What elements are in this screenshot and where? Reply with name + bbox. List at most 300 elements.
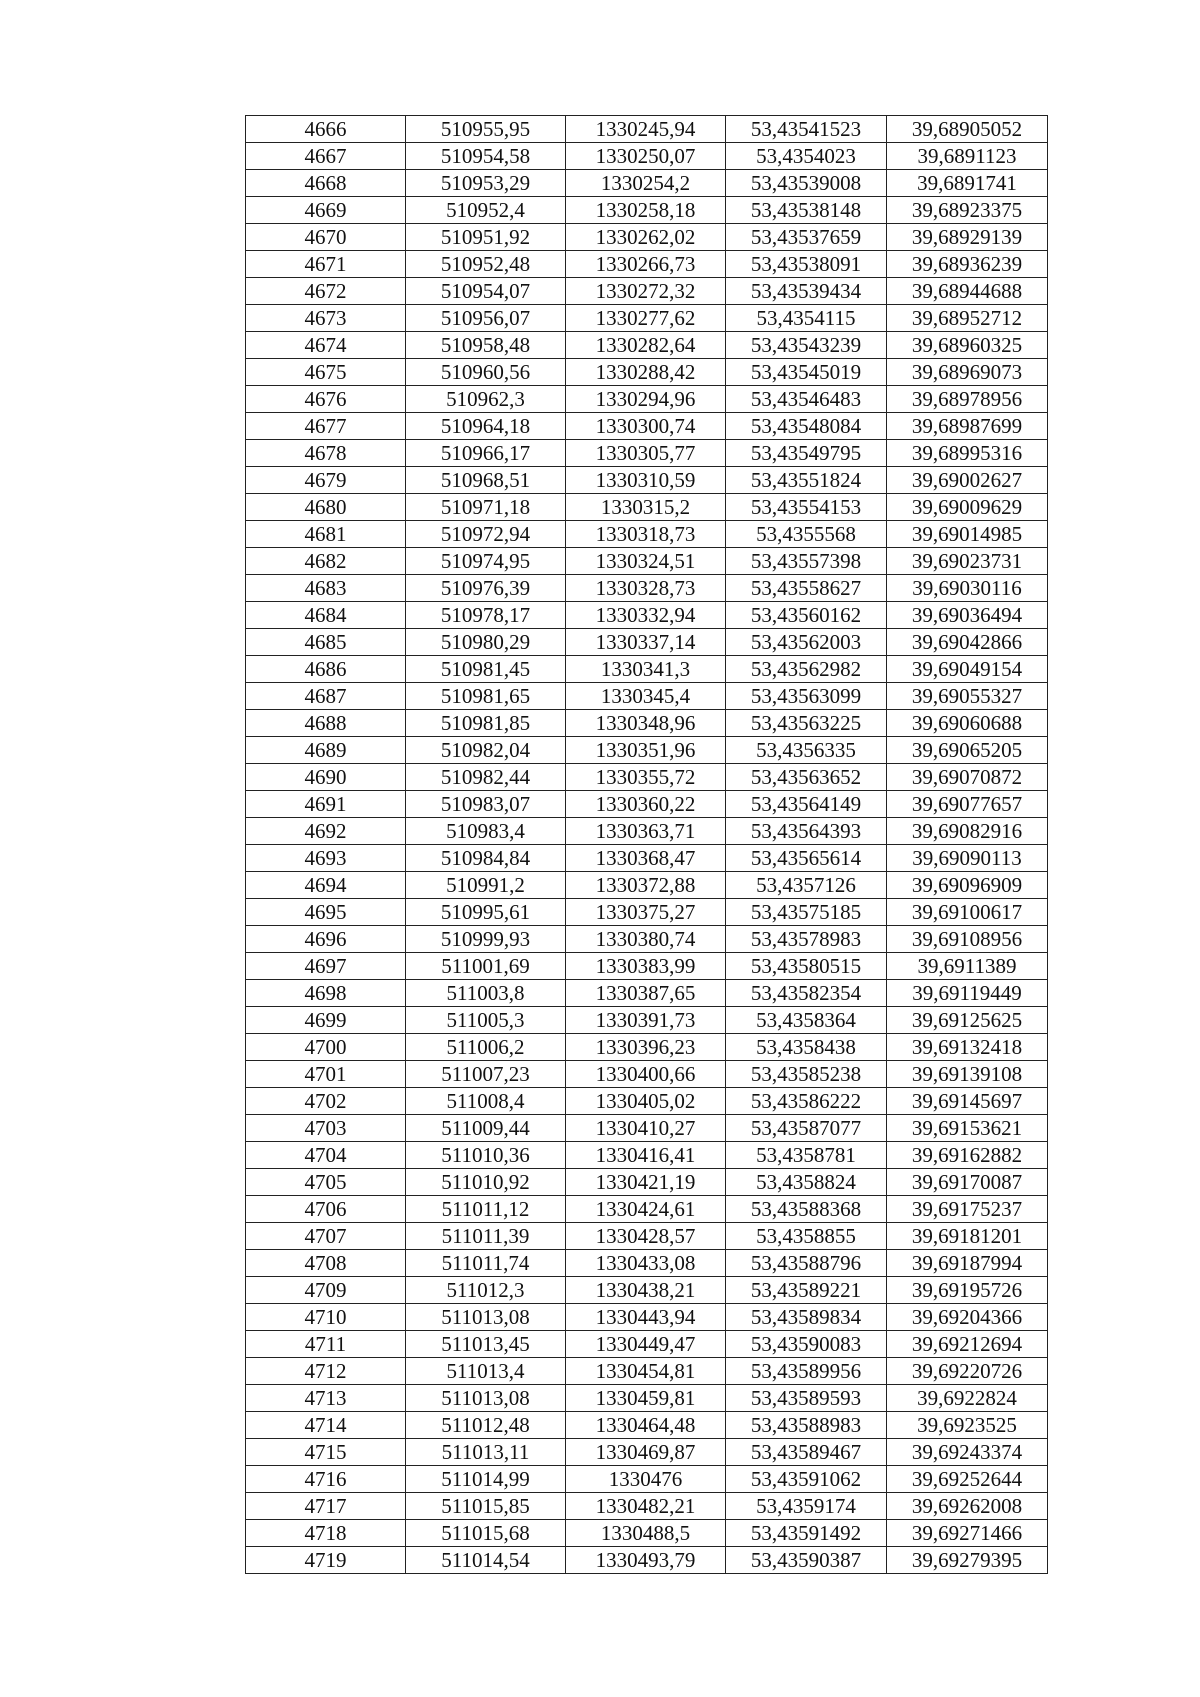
latitude-cell: 53,43591492 [726,1520,887,1547]
point-number-cell: 4695 [246,899,406,926]
longitude-cell: 39,69262008 [887,1493,1048,1520]
table-row [246,1061,1048,1088]
x-coordinate-cell: 510952,4 [406,197,566,224]
point-number-cell: 4672 [246,278,406,305]
latitude-cell: 53,43562982 [726,656,887,683]
latitude-cell: 53,43585238 [726,1061,887,1088]
point-number-cell: 4700 [246,1034,406,1061]
x-coordinate-cell: 510995,61 [406,899,566,926]
y-coordinate-cell: 1330332,94 [566,602,726,629]
table-row [246,1088,1048,1115]
table-row [246,899,1048,926]
point-number-cell: 4682 [246,548,406,575]
latitude-cell: 53,43565614 [726,845,887,872]
longitude-cell: 39,68944688 [887,278,1048,305]
longitude-cell: 39,69009629 [887,494,1048,521]
point-number-cell: 4668 [246,170,406,197]
table-row [246,413,1048,440]
y-coordinate-cell: 1330355,72 [566,764,726,791]
point-number-cell: 4678 [246,440,406,467]
y-coordinate-cell: 1330250,07 [566,143,726,170]
longitude-cell: 39,6891741 [887,170,1048,197]
table-row [246,1520,1048,1547]
longitude-cell: 39,69070872 [887,764,1048,791]
table-row [246,1115,1048,1142]
point-number-cell: 4694 [246,872,406,899]
point-number-cell: 4684 [246,602,406,629]
x-coordinate-cell: 511008,4 [406,1088,566,1115]
longitude-cell: 39,69162882 [887,1142,1048,1169]
table-row [246,1358,1048,1385]
table-row [246,278,1048,305]
longitude-cell: 39,69077657 [887,791,1048,818]
x-coordinate-cell: 511014,99 [406,1466,566,1493]
y-coordinate-cell: 1330464,48 [566,1412,726,1439]
point-number-cell: 4689 [246,737,406,764]
longitude-cell: 39,69153621 [887,1115,1048,1142]
point-number-cell: 4670 [246,224,406,251]
point-number-cell: 4710 [246,1304,406,1331]
table-row [246,116,1048,143]
longitude-cell: 39,68960325 [887,332,1048,359]
y-coordinate-cell: 1330488,5 [566,1520,726,1547]
x-coordinate-cell: 511001,69 [406,953,566,980]
point-number-cell: 4679 [246,467,406,494]
x-coordinate-cell: 510956,07 [406,305,566,332]
table-row [246,1250,1048,1277]
x-coordinate-cell: 510958,48 [406,332,566,359]
table-row [246,1169,1048,1196]
x-coordinate-cell: 511005,3 [406,1007,566,1034]
x-coordinate-cell: 510952,48 [406,251,566,278]
longitude-cell: 39,69014985 [887,521,1048,548]
table-row [246,467,1048,494]
y-coordinate-cell: 1330245,94 [566,116,726,143]
y-coordinate-cell: 1330288,42 [566,359,726,386]
x-coordinate-cell: 511013,08 [406,1385,566,1412]
y-coordinate-cell: 1330360,22 [566,791,726,818]
table-row [246,953,1048,980]
longitude-cell: 39,68987699 [887,413,1048,440]
table-row [246,224,1048,251]
latitude-cell: 53,43590387 [726,1547,887,1574]
point-number-cell: 4712 [246,1358,406,1385]
point-number-cell: 4717 [246,1493,406,1520]
y-coordinate-cell: 1330277,62 [566,305,726,332]
longitude-cell: 39,69139108 [887,1061,1048,1088]
longitude-cell: 39,68995316 [887,440,1048,467]
latitude-cell: 53,4358824 [726,1169,887,1196]
point-number-cell: 4714 [246,1412,406,1439]
y-coordinate-cell: 1330294,96 [566,386,726,413]
table-row [246,548,1048,575]
table-row [246,440,1048,467]
longitude-cell: 39,69049154 [887,656,1048,683]
x-coordinate-cell: 511010,92 [406,1169,566,1196]
table-row [246,629,1048,656]
table-row [246,1412,1048,1439]
point-number-cell: 4703 [246,1115,406,1142]
x-coordinate-cell: 511006,2 [406,1034,566,1061]
x-coordinate-cell: 510982,04 [406,737,566,764]
point-number-cell: 4719 [246,1547,406,1574]
y-coordinate-cell: 1330433,08 [566,1250,726,1277]
table-row [246,359,1048,386]
point-number-cell: 4704 [246,1142,406,1169]
point-number-cell: 4681 [246,521,406,548]
table-row [246,1034,1048,1061]
longitude-cell: 39,69220726 [887,1358,1048,1385]
latitude-cell: 53,43589467 [726,1439,887,1466]
x-coordinate-cell: 510981,85 [406,710,566,737]
longitude-cell: 39,69042866 [887,629,1048,656]
point-number-cell: 4699 [246,1007,406,1034]
latitude-cell: 53,43551824 [726,467,887,494]
x-coordinate-cell: 510983,07 [406,791,566,818]
longitude-cell: 39,69212694 [887,1331,1048,1358]
table-row [246,656,1048,683]
y-coordinate-cell: 1330337,14 [566,629,726,656]
latitude-cell: 53,43563099 [726,683,887,710]
y-coordinate-cell: 1330476 [566,1466,726,1493]
latitude-cell: 53,43580515 [726,953,887,980]
table-row [246,710,1048,737]
table-row [246,683,1048,710]
y-coordinate-cell: 1330391,73 [566,1007,726,1034]
table-row [246,791,1048,818]
y-coordinate-cell: 1330310,59 [566,467,726,494]
latitude-cell: 53,43538148 [726,197,887,224]
point-number-cell: 4718 [246,1520,406,1547]
table-row [246,332,1048,359]
longitude-cell: 39,69279395 [887,1547,1048,1574]
longitude-cell: 39,69060688 [887,710,1048,737]
latitude-cell: 53,4358781 [726,1142,887,1169]
latitude-cell: 53,43586222 [726,1088,887,1115]
coordinates-table-body [246,116,1048,1574]
latitude-cell: 53,43543239 [726,332,887,359]
y-coordinate-cell: 1330459,81 [566,1385,726,1412]
y-coordinate-cell: 1330454,81 [566,1358,726,1385]
x-coordinate-cell: 511012,3 [406,1277,566,1304]
longitude-cell: 39,68978956 [887,386,1048,413]
table-row [246,170,1048,197]
table-row [246,737,1048,764]
y-coordinate-cell: 1330400,66 [566,1061,726,1088]
table-row [246,251,1048,278]
y-coordinate-cell: 1330482,21 [566,1493,726,1520]
x-coordinate-cell: 510976,39 [406,575,566,602]
longitude-cell: 39,6911389 [887,953,1048,980]
point-number-cell: 4669 [246,197,406,224]
table-row [246,143,1048,170]
longitude-cell: 39,69170087 [887,1169,1048,1196]
table-row [246,494,1048,521]
latitude-cell: 53,43588796 [726,1250,887,1277]
point-number-cell: 4705 [246,1169,406,1196]
point-number-cell: 4675 [246,359,406,386]
y-coordinate-cell: 1330443,94 [566,1304,726,1331]
longitude-cell: 39,69175237 [887,1196,1048,1223]
longitude-cell: 39,69055327 [887,683,1048,710]
longitude-cell: 39,69065205 [887,737,1048,764]
latitude-cell: 53,43582354 [726,980,887,1007]
y-coordinate-cell: 1330469,87 [566,1439,726,1466]
y-coordinate-cell: 1330416,41 [566,1142,726,1169]
table-row [246,980,1048,1007]
latitude-cell: 53,43575185 [726,899,887,926]
table-row [246,575,1048,602]
longitude-cell: 39,69119449 [887,980,1048,1007]
latitude-cell: 53,43549795 [726,440,887,467]
y-coordinate-cell: 1330363,71 [566,818,726,845]
point-number-cell: 4686 [246,656,406,683]
latitude-cell: 53,43564149 [726,791,887,818]
point-number-cell: 4680 [246,494,406,521]
longitude-cell: 39,69108956 [887,926,1048,953]
x-coordinate-cell: 510953,29 [406,170,566,197]
longitude-cell: 39,68969073 [887,359,1048,386]
y-coordinate-cell: 1330341,3 [566,656,726,683]
longitude-cell: 39,6923525 [887,1412,1048,1439]
latitude-cell: 53,4359174 [726,1493,887,1520]
point-number-cell: 4698 [246,980,406,1007]
x-coordinate-cell: 511013,4 [406,1358,566,1385]
latitude-cell: 53,43539434 [726,278,887,305]
y-coordinate-cell: 1330405,02 [566,1088,726,1115]
point-number-cell: 4701 [246,1061,406,1088]
x-coordinate-cell: 511010,36 [406,1142,566,1169]
x-coordinate-cell: 510972,94 [406,521,566,548]
longitude-cell: 39,68923375 [887,197,1048,224]
x-coordinate-cell: 510981,65 [406,683,566,710]
latitude-cell: 53,43578983 [726,926,887,953]
table-row [246,845,1048,872]
point-number-cell: 4676 [246,386,406,413]
latitude-cell: 53,4358438 [726,1034,887,1061]
table-row [246,521,1048,548]
y-coordinate-cell: 1330324,51 [566,548,726,575]
y-coordinate-cell: 1330258,18 [566,197,726,224]
longitude-cell: 39,69195726 [887,1277,1048,1304]
longitude-cell: 39,69125625 [887,1007,1048,1034]
table-row [246,602,1048,629]
y-coordinate-cell: 1330449,47 [566,1331,726,1358]
point-number-cell: 4671 [246,251,406,278]
x-coordinate-cell: 511013,45 [406,1331,566,1358]
longitude-cell: 39,69187994 [887,1250,1048,1277]
longitude-cell: 39,69082916 [887,818,1048,845]
y-coordinate-cell: 1330282,64 [566,332,726,359]
y-coordinate-cell: 1330380,74 [566,926,726,953]
y-coordinate-cell: 1330315,2 [566,494,726,521]
longitude-cell: 39,69181201 [887,1223,1048,1250]
x-coordinate-cell: 510980,29 [406,629,566,656]
x-coordinate-cell: 511007,23 [406,1061,566,1088]
latitude-cell: 53,43588983 [726,1412,887,1439]
latitude-cell: 53,43548084 [726,413,887,440]
point-number-cell: 4716 [246,1466,406,1493]
x-coordinate-cell: 510954,07 [406,278,566,305]
latitude-cell: 53,43589593 [726,1385,887,1412]
point-number-cell: 4690 [246,764,406,791]
longitude-cell: 39,69096909 [887,872,1048,899]
longitude-cell: 39,6891123 [887,143,1048,170]
y-coordinate-cell: 1330438,21 [566,1277,726,1304]
point-number-cell: 4706 [246,1196,406,1223]
point-number-cell: 4697 [246,953,406,980]
y-coordinate-cell: 1330383,99 [566,953,726,980]
x-coordinate-cell: 510984,84 [406,845,566,872]
x-coordinate-cell: 510966,17 [406,440,566,467]
longitude-cell: 39,68936239 [887,251,1048,278]
longitude-cell: 39,69132418 [887,1034,1048,1061]
y-coordinate-cell: 1330424,61 [566,1196,726,1223]
y-coordinate-cell: 1330318,73 [566,521,726,548]
y-coordinate-cell: 1330272,32 [566,278,726,305]
latitude-cell: 53,43563652 [726,764,887,791]
x-coordinate-cell: 511011,39 [406,1223,566,1250]
latitude-cell: 53,43587077 [726,1115,887,1142]
table-row [246,386,1048,413]
latitude-cell: 53,4356335 [726,737,887,764]
longitude-cell: 39,69243374 [887,1439,1048,1466]
x-coordinate-cell: 510978,17 [406,602,566,629]
x-coordinate-cell: 511003,8 [406,980,566,1007]
table-row [246,926,1048,953]
latitude-cell: 53,43546483 [726,386,887,413]
x-coordinate-cell: 511011,12 [406,1196,566,1223]
longitude-cell: 39,69036494 [887,602,1048,629]
x-coordinate-cell: 511011,74 [406,1250,566,1277]
point-number-cell: 4687 [246,683,406,710]
x-coordinate-cell: 511015,85 [406,1493,566,1520]
latitude-cell: 53,43589834 [726,1304,887,1331]
table-row [246,1466,1048,1493]
point-number-cell: 4691 [246,791,406,818]
longitude-cell: 39,69100617 [887,899,1048,926]
latitude-cell: 53,4354023 [726,143,887,170]
x-coordinate-cell: 510983,4 [406,818,566,845]
x-coordinate-cell: 510974,95 [406,548,566,575]
y-coordinate-cell: 1330262,02 [566,224,726,251]
table-row [246,1331,1048,1358]
longitude-cell: 39,69023731 [887,548,1048,575]
table-row [246,1547,1048,1574]
longitude-cell: 39,69145697 [887,1088,1048,1115]
y-coordinate-cell: 1330428,57 [566,1223,726,1250]
x-coordinate-cell: 510968,51 [406,467,566,494]
y-coordinate-cell: 1330372,88 [566,872,726,899]
y-coordinate-cell: 1330396,23 [566,1034,726,1061]
x-coordinate-cell: 510951,92 [406,224,566,251]
latitude-cell: 53,43545019 [726,359,887,386]
longitude-cell: 39,69204366 [887,1304,1048,1331]
longitude-cell: 39,6922824 [887,1385,1048,1412]
table-row [246,1196,1048,1223]
point-number-cell: 4696 [246,926,406,953]
y-coordinate-cell: 1330300,74 [566,413,726,440]
point-number-cell: 4677 [246,413,406,440]
point-number-cell: 4673 [246,305,406,332]
point-number-cell: 4708 [246,1250,406,1277]
y-coordinate-cell: 1330266,73 [566,251,726,278]
table-row [246,1385,1048,1412]
table-row [246,1142,1048,1169]
x-coordinate-cell: 510960,56 [406,359,566,386]
point-number-cell: 4711 [246,1331,406,1358]
y-coordinate-cell: 1330351,96 [566,737,726,764]
table-row [246,818,1048,845]
latitude-cell: 53,43557398 [726,548,887,575]
y-coordinate-cell: 1330375,27 [566,899,726,926]
point-number-cell: 4707 [246,1223,406,1250]
latitude-cell: 53,43588368 [726,1196,887,1223]
table-row [246,1007,1048,1034]
point-number-cell: 4713 [246,1385,406,1412]
point-number-cell: 4683 [246,575,406,602]
y-coordinate-cell: 1330421,19 [566,1169,726,1196]
y-coordinate-cell: 1330348,96 [566,710,726,737]
point-number-cell: 4674 [246,332,406,359]
x-coordinate-cell: 510981,45 [406,656,566,683]
point-number-cell: 4709 [246,1277,406,1304]
latitude-cell: 53,43541523 [726,116,887,143]
latitude-cell: 53,43537659 [726,224,887,251]
y-coordinate-cell: 1330410,27 [566,1115,726,1142]
latitude-cell: 53,4358364 [726,1007,887,1034]
point-number-cell: 4693 [246,845,406,872]
x-coordinate-cell: 510962,3 [406,386,566,413]
y-coordinate-cell: 1330387,65 [566,980,726,1007]
latitude-cell: 53,43560162 [726,602,887,629]
longitude-cell: 39,69271466 [887,1520,1048,1547]
x-coordinate-cell: 511012,48 [406,1412,566,1439]
longitude-cell: 39,69030116 [887,575,1048,602]
y-coordinate-cell: 1330368,47 [566,845,726,872]
latitude-cell: 53,4357126 [726,872,887,899]
longitude-cell: 39,68905052 [887,116,1048,143]
point-number-cell: 4667 [246,143,406,170]
latitude-cell: 53,4354115 [726,305,887,332]
latitude-cell: 53,43558627 [726,575,887,602]
x-coordinate-cell: 510954,58 [406,143,566,170]
longitude-cell: 39,68929139 [887,224,1048,251]
longitude-cell: 39,69002627 [887,467,1048,494]
y-coordinate-cell: 1330493,79 [566,1547,726,1574]
latitude-cell: 53,43591062 [726,1466,887,1493]
latitude-cell: 53,43590083 [726,1331,887,1358]
x-coordinate-cell: 510999,93 [406,926,566,953]
y-coordinate-cell: 1330254,2 [566,170,726,197]
latitude-cell: 53,43562003 [726,629,887,656]
x-coordinate-cell: 511013,08 [406,1304,566,1331]
latitude-cell: 53,43589956 [726,1358,887,1385]
x-coordinate-cell: 511015,68 [406,1520,566,1547]
latitude-cell: 53,4355568 [726,521,887,548]
table-row [246,764,1048,791]
point-number-cell: 4702 [246,1088,406,1115]
longitude-cell: 39,69252644 [887,1466,1048,1493]
point-number-cell: 4692 [246,818,406,845]
table-row [246,1493,1048,1520]
latitude-cell: 53,43564393 [726,818,887,845]
longitude-cell: 39,68952712 [887,305,1048,332]
table-row [246,197,1048,224]
table-row [246,305,1048,332]
table-row [246,1304,1048,1331]
point-number-cell: 4666 [246,116,406,143]
